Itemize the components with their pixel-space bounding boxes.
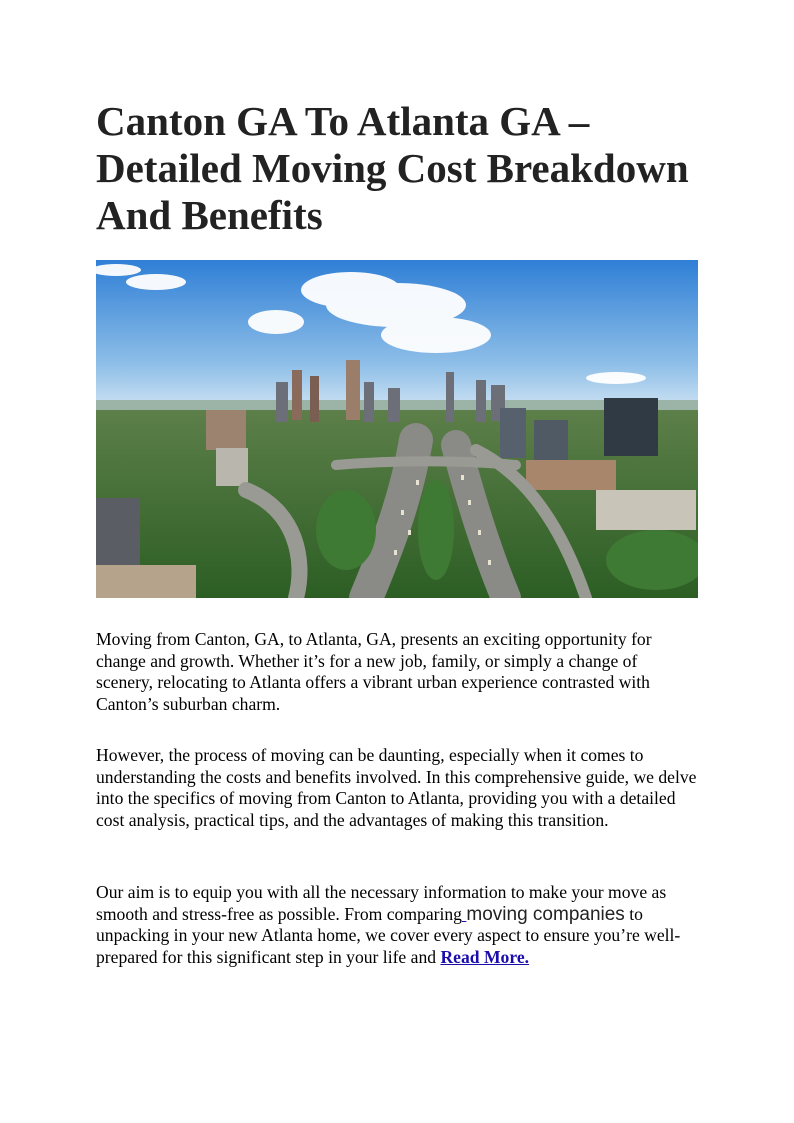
aim-text: Our aim is to equip you with all the necessary information to make your move as smooth and stress-free as possible. From comparing	[96, 882, 667, 924]
aim-text-continued: to unpacking in your new Atlanta home, we cover every aspect to ensure you’re well-prepared for this significant step in your life and	[96, 903, 681, 967]
intro-paragraph: Moving from Canton, GA, to Atlanta, GA, presents an exciting opportunity for change and growth. Whether it’s for a new job, family, or simply a change of scenery, relocating to Atlanta offers a vibrant urban experience contrasted with Canton’s suburban charm.	[96, 629, 652, 714]
aim-paragraph	[96, 882, 698, 968]
costs-paragraph: However, the process of moving can be daunting, especially when it comes to understanding the costs and benefits involved. In this comprehensive guide, we delve into the specifics of moving from Canton to Atlanta, providing you with a detailed cost analysis, practical tips, and the advantages of making this transition.	[96, 745, 697, 830]
read-more-link[interactable]: Read More.	[440, 946, 530, 967]
atlanta-skyline-image	[96, 260, 698, 598]
moving-companies-link[interactable]: moving companies	[466, 903, 625, 925]
page-title: Canton GA To Atlanta GA – Detailed Moving Cost Breakdown And Benefits	[96, 98, 689, 238]
hero-image	[96, 260, 698, 598]
